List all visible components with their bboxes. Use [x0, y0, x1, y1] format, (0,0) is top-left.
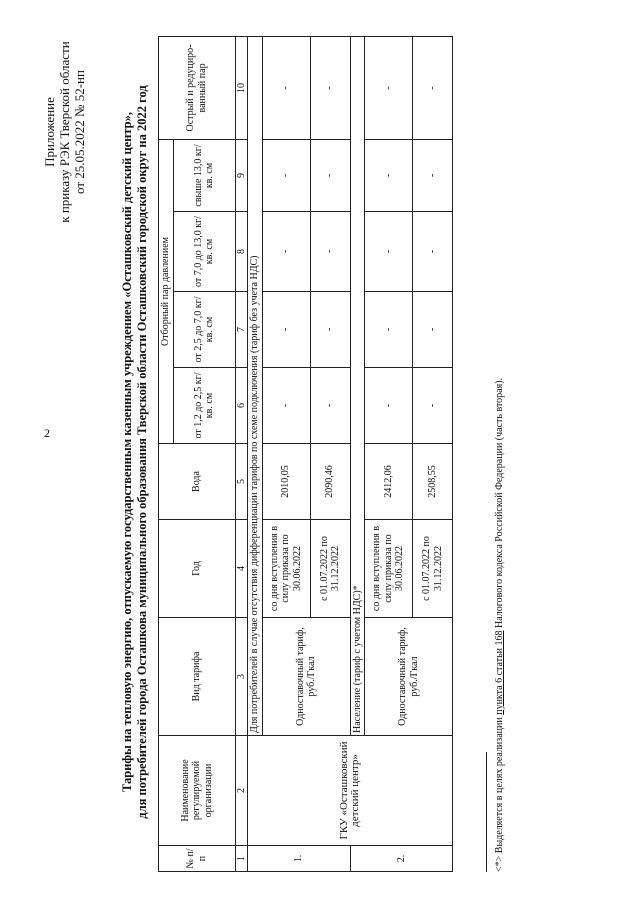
sharp-steam-value: - — [262, 36, 310, 139]
header-steam-1: от 1,2 до 2,5 кг/кв. см — [173, 368, 235, 444]
col-number: 9 — [235, 139, 248, 211]
row-number: 1. — [248, 846, 351, 872]
steam-4-value: - — [365, 139, 413, 211]
header-steam-2: от 2,5 до 7,0 кг/кв. см — [173, 292, 235, 368]
row-number: 2. — [350, 846, 453, 872]
header-org: Наименование регулируемой организации — [159, 736, 236, 846]
water-value: 2508,55 — [413, 444, 453, 520]
steam-3-value: - — [365, 212, 413, 292]
col-number: 10 — [235, 36, 248, 139]
year-cell: с 01.07.2022 по 31.12.2022 — [310, 520, 350, 618]
steam-1-value: - — [310, 368, 350, 444]
section-title: Население (тариф с учетом НДС)* — [350, 36, 365, 735]
col-number: 7 — [235, 292, 248, 368]
col-number: 3 — [235, 618, 248, 736]
header-tariff-type: Вид тарифа — [159, 618, 236, 736]
steam-3-value: - — [413, 212, 453, 292]
header-year: Год — [159, 520, 236, 618]
col-number: 4 — [235, 520, 248, 618]
title-line-1: Тарифы на тепловую энергию, отпускаемую государственным казенным учреждением «Осташковский детский центр», — [120, 111, 134, 793]
appendix-line-2: к приказу РЭК Тверской области — [57, 41, 72, 223]
header-sharp-steam: Острый и редуциро-ванный пар — [159, 36, 236, 139]
section-title: Для потребителей в случае отсутствия дифференциации тарифов по схеме подключения (тариф без учета НДС) — [248, 36, 263, 735]
header-steam-4: свыше 13,0 кг/кв. см — [173, 139, 235, 211]
steam-2-value: - — [365, 292, 413, 368]
year-cell: со дня вступления в силу приказа по 30.06.2022 — [262, 520, 310, 618]
column-numbers-row — [235, 36, 248, 871]
tariff-type: Одноставочный тариф, руб./Гкал — [262, 618, 350, 736]
document-title — [120, 12, 150, 892]
footnote-law-link[interactable]: пункта 6 статьи 168 — [494, 630, 505, 715]
page-number: 2 — [44, 426, 50, 440]
col-number: 8 — [235, 212, 248, 292]
year-cell: с 01.07.2022 по 31.12.2022 — [413, 520, 453, 618]
steam-1-value: - — [365, 368, 413, 444]
steam-4-value: - — [310, 139, 350, 211]
appendix-line-1: Приложение — [42, 97, 57, 167]
col-number: 5 — [235, 444, 248, 520]
title-line-2: для потребителей города Осташкова муниципального образования Тверской области Осташковский городской округ на 2022 год — [135, 85, 149, 819]
appendix-line-3: от 25.05.2022 № 52-нп — [72, 70, 87, 194]
org-name: ГКУ «Осташковский детский центр» — [248, 736, 453, 846]
rotated-page — [20, 12, 620, 892]
header-water: Вода — [159, 444, 236, 520]
table-row — [248, 36, 263, 871]
header-num: № п/п — [159, 846, 236, 872]
header-steam-3: от 7,0 до 13,0 кг/кв. см — [173, 212, 235, 292]
header-steam-group: Отборный пар давлением — [159, 139, 174, 443]
footnote-suffix: Налогового кодекса Российской Федерации (часть вторая). — [494, 377, 505, 631]
footnote-divider — [486, 752, 487, 872]
tariff-type: Одноставочный тариф, руб./Гкал — [365, 618, 453, 736]
steam-2-value: - — [310, 292, 350, 368]
appendix-header — [42, 12, 87, 252]
water-value: 2412,06 — [365, 444, 413, 520]
steam-4-value: - — [262, 139, 310, 211]
steam-3-value: - — [310, 212, 350, 292]
steam-1-value: - — [262, 368, 310, 444]
col-number: 6 — [235, 368, 248, 444]
year-cell: со дня вступления в силу приказа по 30.06.2022 — [365, 520, 413, 618]
header-row-1 — [159, 36, 174, 871]
water-value: 2010,05 — [262, 444, 310, 520]
footnote-prefix: <*> Выделяется в целях реализации — [494, 714, 505, 872]
water-value: 2090,46 — [310, 444, 350, 520]
tariff-table — [158, 36, 453, 872]
sharp-steam-value: - — [365, 36, 413, 139]
steam-1-value: - — [413, 368, 453, 444]
steam-2-value: - — [413, 292, 453, 368]
sharp-steam-value: - — [413, 36, 453, 139]
col-number: 2 — [235, 736, 248, 846]
steam-4-value: - — [413, 139, 453, 211]
steam-2-value: - — [262, 292, 310, 368]
footnote — [494, 378, 505, 872]
steam-3-value: - — [262, 212, 310, 292]
col-number: 1 — [235, 846, 248, 872]
sharp-steam-value: - — [310, 36, 350, 139]
